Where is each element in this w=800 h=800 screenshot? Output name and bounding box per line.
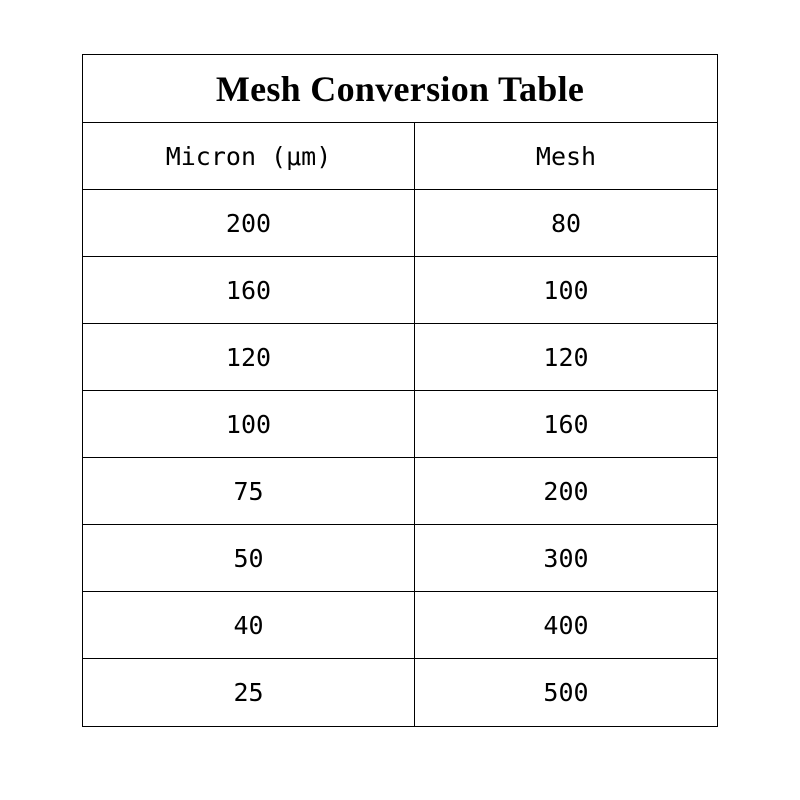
- mesh-cell: 300: [543, 543, 589, 573]
- column-header-mesh: Mesh: [535, 141, 597, 171]
- micron-cell: 75: [83, 458, 415, 524]
- mesh-conversion-table: [82, 54, 718, 727]
- table-row: [83, 592, 717, 659]
- table-row: [83, 458, 717, 525]
- header-row: [83, 123, 717, 190]
- table-row: [83, 525, 717, 592]
- micron-cell: 200: [83, 190, 415, 256]
- table-row: [83, 257, 717, 324]
- micron-cell: 100: [83, 391, 415, 457]
- micron-cell: 25: [83, 659, 415, 726]
- mesh-cell: 200: [543, 476, 589, 506]
- table-row: [83, 324, 717, 391]
- mesh-cell: 100: [543, 275, 589, 305]
- table-row: [83, 659, 717, 726]
- table-row: [83, 190, 717, 257]
- micron-cell: 40: [83, 592, 415, 658]
- column-header-micron: Micron (μm): [83, 123, 415, 189]
- micron-cell: 120: [83, 324, 415, 390]
- table-title: Mesh Conversion Table: [215, 68, 585, 109]
- mesh-cell: 80: [550, 208, 582, 238]
- mesh-cell: 120: [543, 342, 589, 372]
- mesh-cell: 500: [543, 678, 589, 707]
- micron-cell: 160: [83, 257, 415, 323]
- table-row: [83, 391, 717, 458]
- mesh-cell: 400: [543, 610, 589, 640]
- table-title-row: [83, 55, 717, 123]
- micron-cell: 50: [83, 525, 415, 591]
- mesh-cell: 160: [543, 409, 589, 439]
